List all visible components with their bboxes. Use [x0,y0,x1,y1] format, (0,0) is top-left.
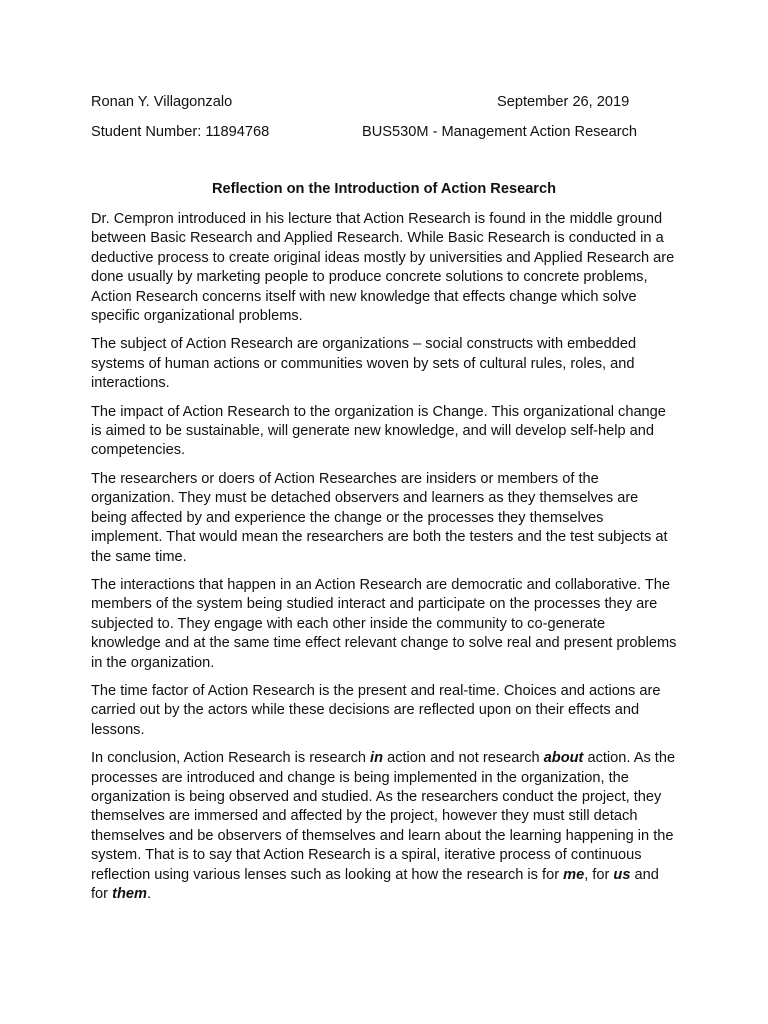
conclusion-text: and for [91,866,659,902]
author-name: Ronan Y. Villagonzalo [91,94,233,110]
paragraph-impact: The impact of Action Research to the organization is Change. This organizational change is aimed to be sustainable, will generate new knowledge, and will develop self-help and competencies. [91,403,666,459]
document-date: September 26, 2019 [497,94,630,110]
paragraph-time-factor: The time factor of Action Research is the present and real-time. Choices and actions are carried out by the actors while these decisions are reflected upon on their effects and lessons. [91,682,661,738]
conclusion-text: action and not research [383,750,544,767]
paragraph-interactions: The interactions that happen in an Action Research are democratic and collaborative. The members of the system being studied interact and participate on the processes they are subjected to. They engage with each other inside the community to co-generate knowledge and at the same time effect relevant change to solve real and present problems in the organization. [91,576,677,671]
conclusion-text: action. As the processes are introduced and change is being implemented in the organization, the organization is being observed and studied. As the researchers conduct the project, they themselves are immersed and affected by the project, however they must still detach themselves and be observers of themselves and learn about the learning happening in the system. That is to say that Action Research is a spiral, iterative process of continuous reflection using various lenses such as looking at how the research is for [91,750,676,883]
document-body [91,210,677,913]
emphasis-me: me [563,866,585,883]
course-name: BUS530M - Management Action Research [362,124,637,140]
paragraph-definition: Dr. Cempron introduced in his lecture that Action Research is found in the middle ground between Basic Research and Applied Research. While Basic Research is conducted in a deductive process to create original ideas mostly by universities and Applied Research are done usually by marketing people to produce concrete solutions to concrete problems, Action Research concerns itself with new knowledge that effects change which solve specific organizational problems. [91,211,675,325]
student-number: Student Number: 11894768 [91,124,270,140]
emphasis-about: about [543,750,584,767]
paragraph-conclusion [91,749,677,904]
document-title: Reflection on the Introduction of Action Research [211,181,557,197]
emphasis-us: us [613,866,631,883]
paragraph-researchers: The researchers or doers of Action Researches are insiders or members of the organization. They must be detached observers and learners as they themselves are being affected by and experience the change or the processes they themselves implement. That would mean the researchers are both the testers and the test subjects at the same time. [91,470,668,565]
conclusion-text: In conclusion, Action Research is research [91,750,371,767]
emphasis-them: them [112,886,147,902]
paragraph-subject: The subject of Action Research are organizations – social constructs with embedded systems of human actions or communities woven by sets of cultural rules, roles, and interactions. [91,336,637,392]
conclusion-text: , for [584,866,614,883]
conclusion-text: . [146,886,152,902]
emphasis-in: in [370,750,384,767]
